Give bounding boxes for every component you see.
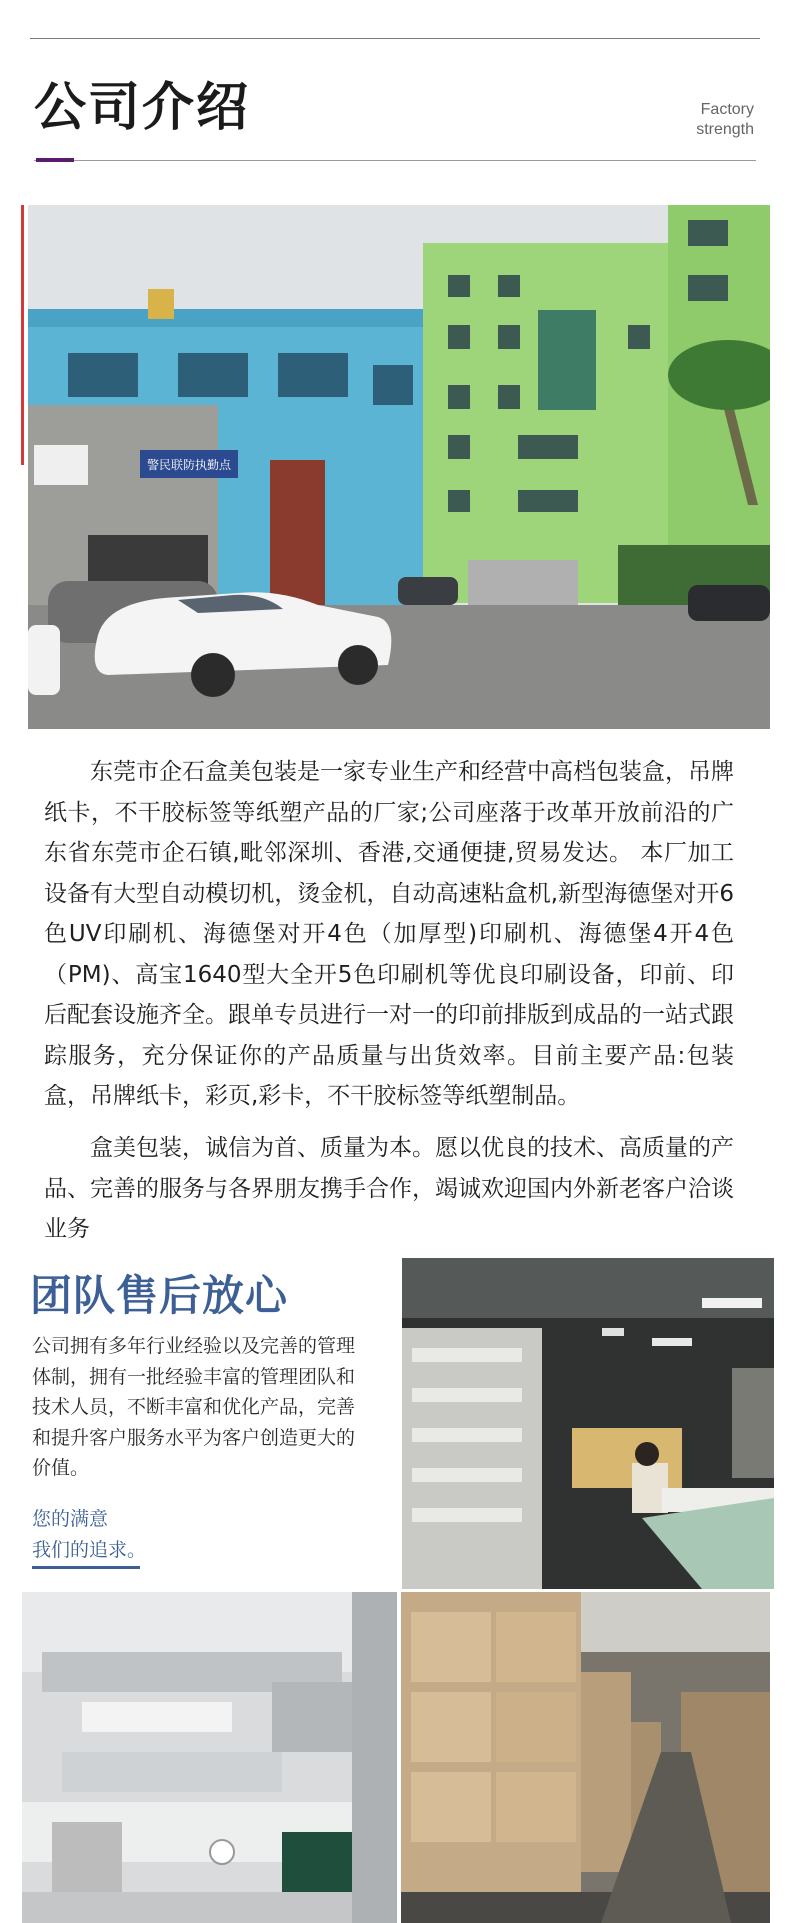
- page-title: 公司介绍: [34, 78, 251, 138]
- warehouse-photo: [401, 1592, 770, 1923]
- machine-photo: [22, 1592, 397, 1923]
- top-divider: [30, 38, 760, 39]
- intro-paragraph-2: 盒美包装，诚信为首、质量为本。愿以优良的技术、高质量的产品、完善的服务与各界朋友携手合作，竭诚欢迎国内外新老客户洽谈业务: [44, 1135, 734, 1242]
- team-slogan-line-1: 您的满意: [32, 1508, 109, 1530]
- factory-photo: [28, 205, 770, 729]
- subtitle-line-1: Factory: [700, 101, 754, 118]
- page-subtitle: [696, 100, 754, 140]
- subtitle-line-2: strength: [696, 121, 754, 138]
- team-slogan-underline: [32, 1566, 140, 1569]
- title-accent-bar: [36, 158, 74, 162]
- team-title: 团队售后放心: [30, 1271, 289, 1320]
- title-divider: [34, 160, 756, 161]
- photo-edge-mark: [21, 205, 24, 465]
- team-slogan-line-2: 我们的追求。: [32, 1539, 147, 1561]
- intro-paragraph-1: 东莞市企石盒美包装是一家专业生产和经营中高档包装盒，吊牌纸卡，不干胶标签等纸塑产品的厂家;公司座落于改革开放前沿的广东省东莞市企石镇,毗邻深圳、香港,交通便捷,贸易发达。 本厂加工设备有大型自动模切机，烫金机，自动高速粘盒机,新型海德堡对开6色UV印刷机、海德堡对开4色（加厚型)印刷机、海德堡4开4色 （PM)、高宝1640型大全开5色印刷机等优良印刷设备，印前、印后配套设施齐全。跟单专员进行一对一的印前排版到成品的一站式跟踪服务，充分保证你的产品质量与出货效率。目前主要产品:包装盒，吊牌纸卡，彩页,彩卡，不干胶标签等纸塑制品。: [44, 759, 734, 1109]
- workshop-photo: [402, 1258, 774, 1589]
- team-description: 公司拥有多年行业经验以及完善的管理体制，拥有一批经验丰富的管理团队和技术人员，不断丰富和优化产品，完善和提升客户服务水平为客户创造更大的价值。: [32, 1335, 356, 1479]
- police-sign-text: 警民联防执勤点: [146, 458, 232, 472]
